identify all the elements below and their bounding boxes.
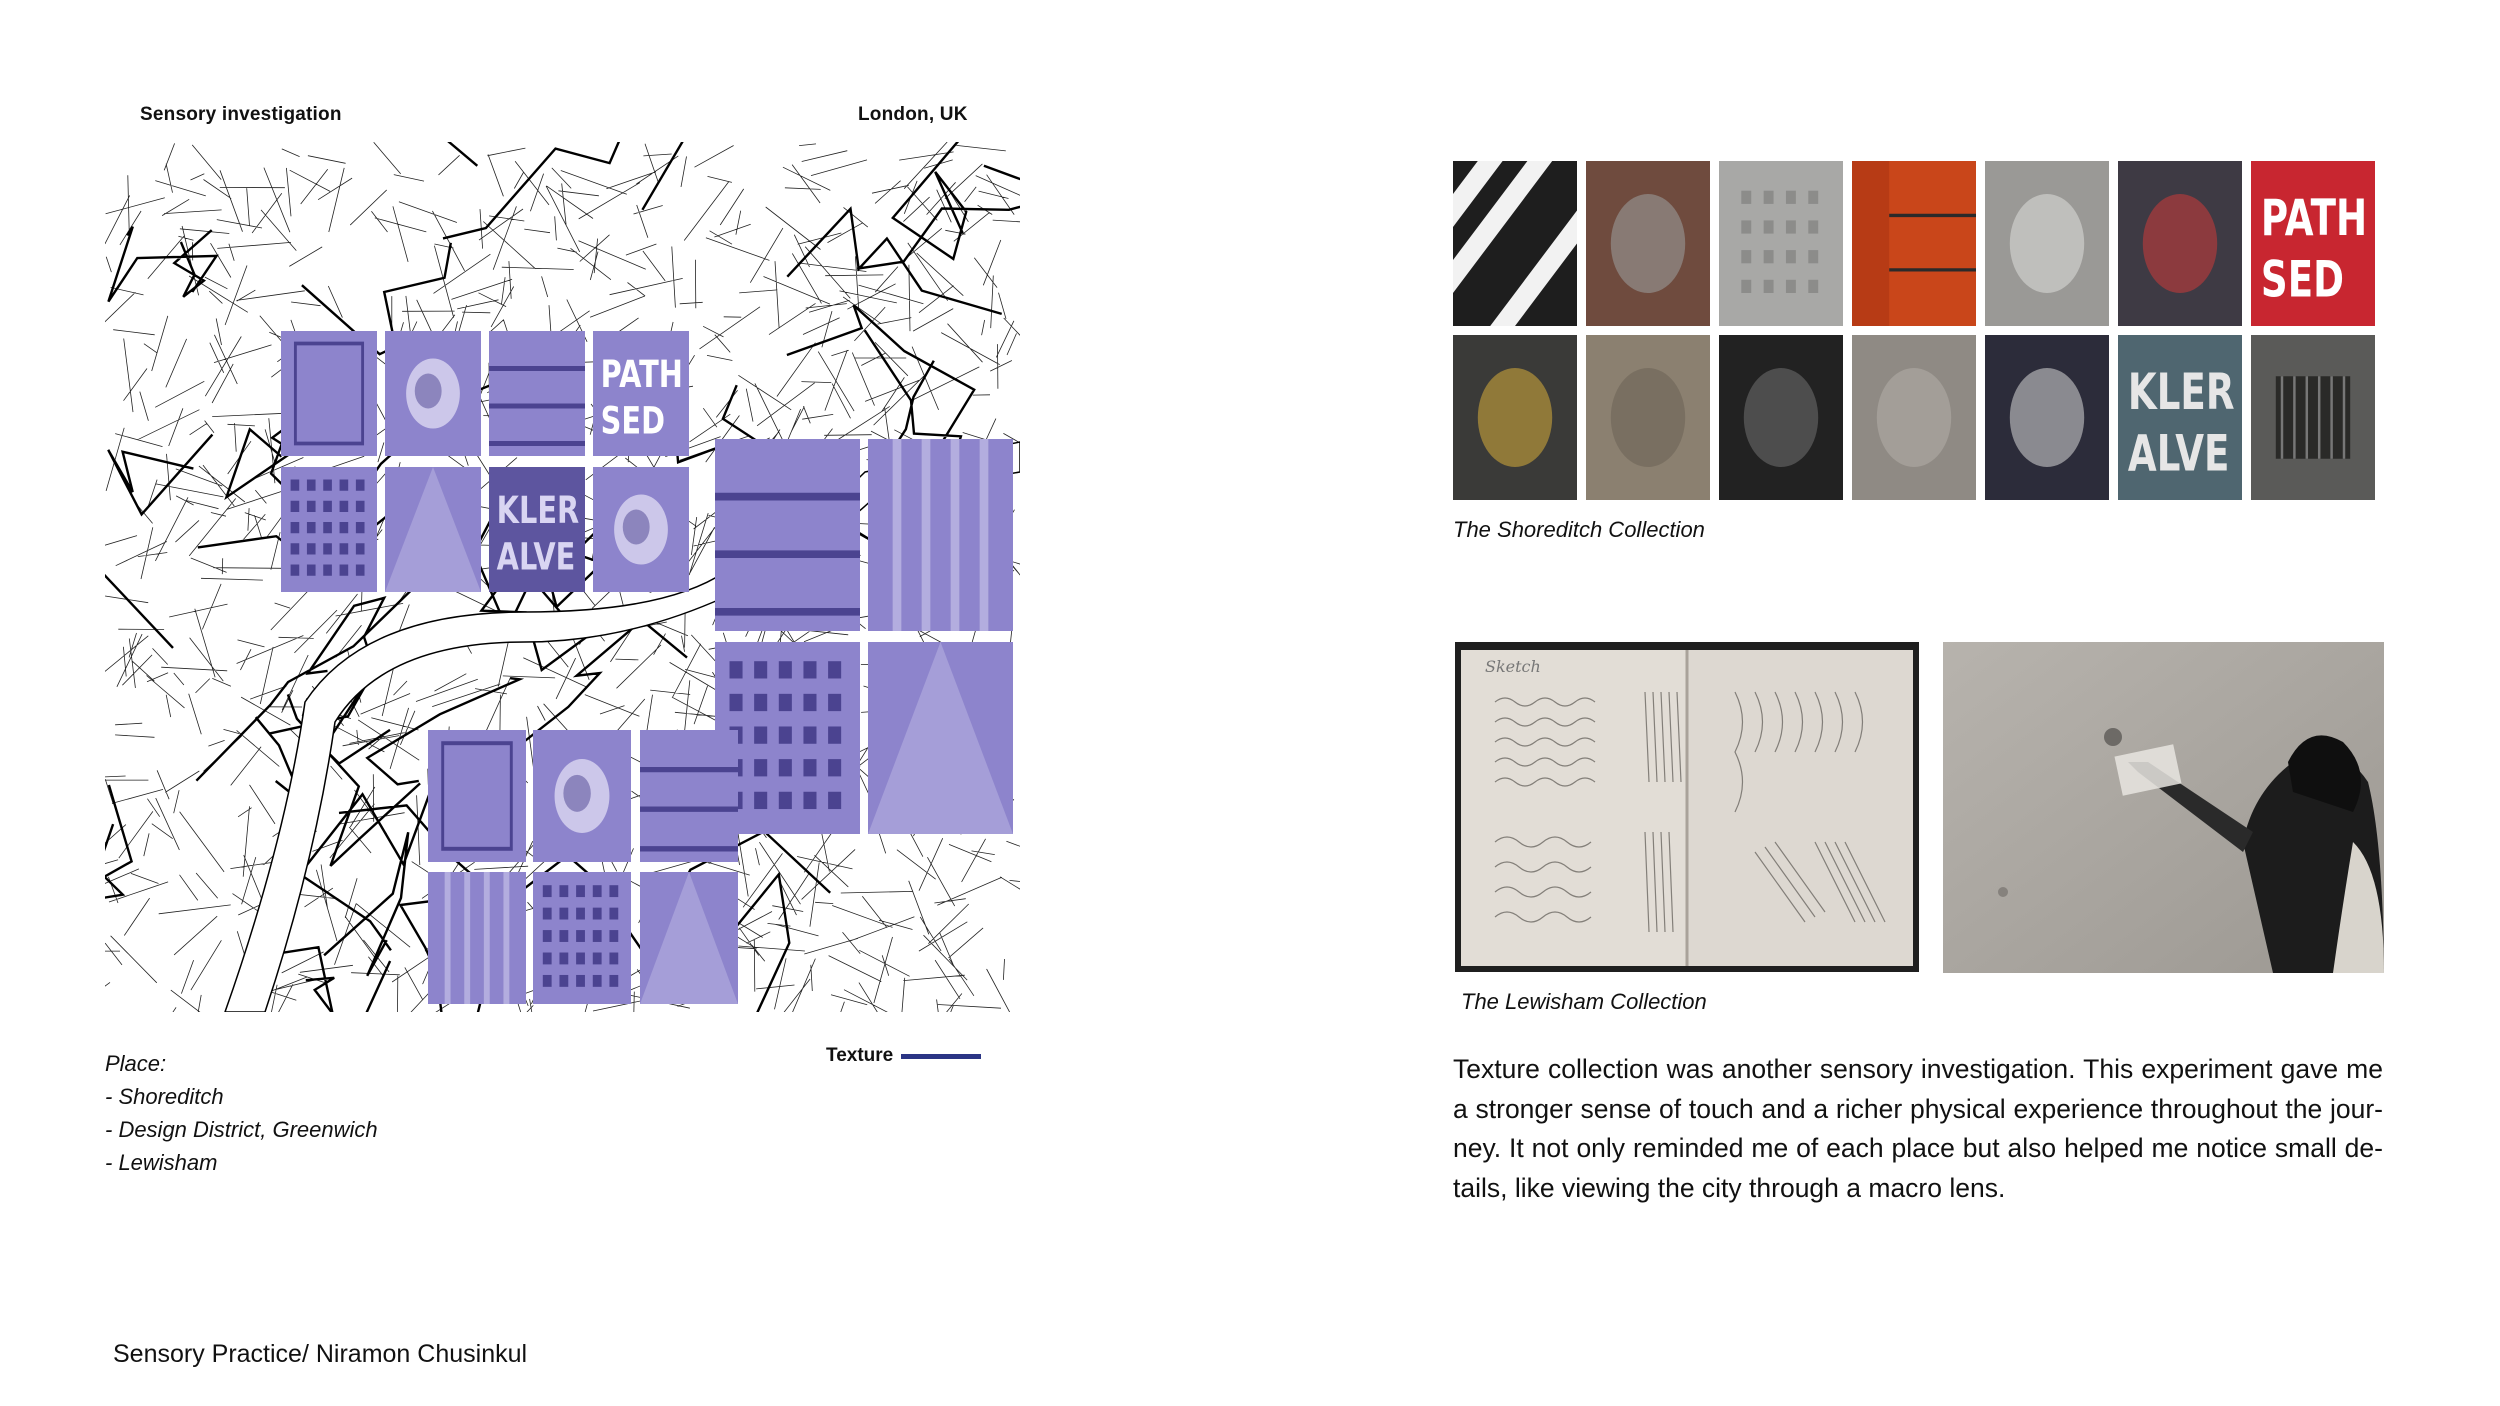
shoreditch-texture-photo <box>2118 161 2242 326</box>
texture-tile <box>385 467 481 592</box>
shoreditch-caption: The Shoreditch Collection <box>1453 517 1705 542</box>
place-item: - Design District, Greenwich <box>105 1117 378 1142</box>
svg-text:PATH: PATH <box>600 352 683 397</box>
texture-tile <box>868 642 1013 834</box>
place-list <box>105 1047 378 1179</box>
street-map <box>105 142 1020 1012</box>
svg-text:PATH: PATH <box>2260 190 2368 248</box>
page-title: Sensory investigation <box>140 104 342 125</box>
svg-text:ALVE: ALVE <box>2127 425 2230 483</box>
texture-tile <box>715 439 860 631</box>
shoreditch-texture-photo <box>2118 335 2242 500</box>
map-legend <box>826 1045 981 1067</box>
shoreditch-texture-photo <box>1453 335 1577 500</box>
svg-text:Sketch: Sketch <box>1485 657 1541 676</box>
place-item: - Shoreditch <box>105 1084 224 1109</box>
shoreditch-texture-photo <box>2251 161 2375 326</box>
svg-text:KLER: KLER <box>2127 364 2235 422</box>
shoreditch-texture-photo <box>1719 335 1843 500</box>
texture-tile <box>385 331 481 456</box>
texture-tile <box>593 331 689 456</box>
legend-label: Texture <box>826 1045 894 1066</box>
texture-tile <box>640 730 738 862</box>
texture-tile <box>593 467 689 592</box>
location-title: London, UK <box>858 104 968 125</box>
footer-credit: Sensory Practice/ Niramon Chusinkul <box>113 1340 528 1368</box>
lewisham-caption: The Lewisham Collection <box>1461 989 1707 1014</box>
svg-text:KLER: KLER <box>496 488 580 533</box>
texture-tile <box>428 730 526 862</box>
wall-rubbing-photo <box>1943 642 2384 973</box>
texture-tile <box>489 467 585 592</box>
svg-text:SED: SED <box>600 398 665 443</box>
texture-tile <box>489 331 585 456</box>
place-label: Place: <box>105 1051 167 1076</box>
texture-tile <box>640 872 738 1004</box>
shoreditch-texture-photo <box>1586 161 1710 326</box>
sketchbook-photo <box>1455 642 1919 972</box>
texture-tile <box>533 872 631 1004</box>
svg-text:SED: SED <box>2260 251 2344 309</box>
shoreditch-texture-photo <box>1985 335 2109 500</box>
shoreditch-texture-photo <box>1852 161 1976 326</box>
texture-tile <box>533 730 631 862</box>
svg-text:ALVE: ALVE <box>496 534 576 579</box>
shoreditch-texture-photo <box>1586 335 1710 500</box>
shoreditch-texture-photo <box>1985 161 2109 326</box>
shoreditch-texture-photo <box>1719 161 1843 326</box>
texture-tile <box>281 467 377 592</box>
texture-tile <box>868 439 1013 631</box>
description-paragraph: Texture collection was another sensory investigation. This experiment gave me a stronger sense of touch and a richer physical experience throughout the journey. It not only reminded me of each place but also helped me notice small details, like viewing the city through a macro lens. <box>1453 1054 2383 1203</box>
texture-tile <box>281 331 377 456</box>
shoreditch-texture-photo <box>2251 335 2375 500</box>
texture-tile <box>428 872 526 1004</box>
legend-line-swatch <box>901 1054 981 1059</box>
shoreditch-texture-photo <box>1453 161 1577 326</box>
shoreditch-texture-photo <box>1852 335 1976 500</box>
place-item: - Lewisham <box>105 1150 218 1175</box>
